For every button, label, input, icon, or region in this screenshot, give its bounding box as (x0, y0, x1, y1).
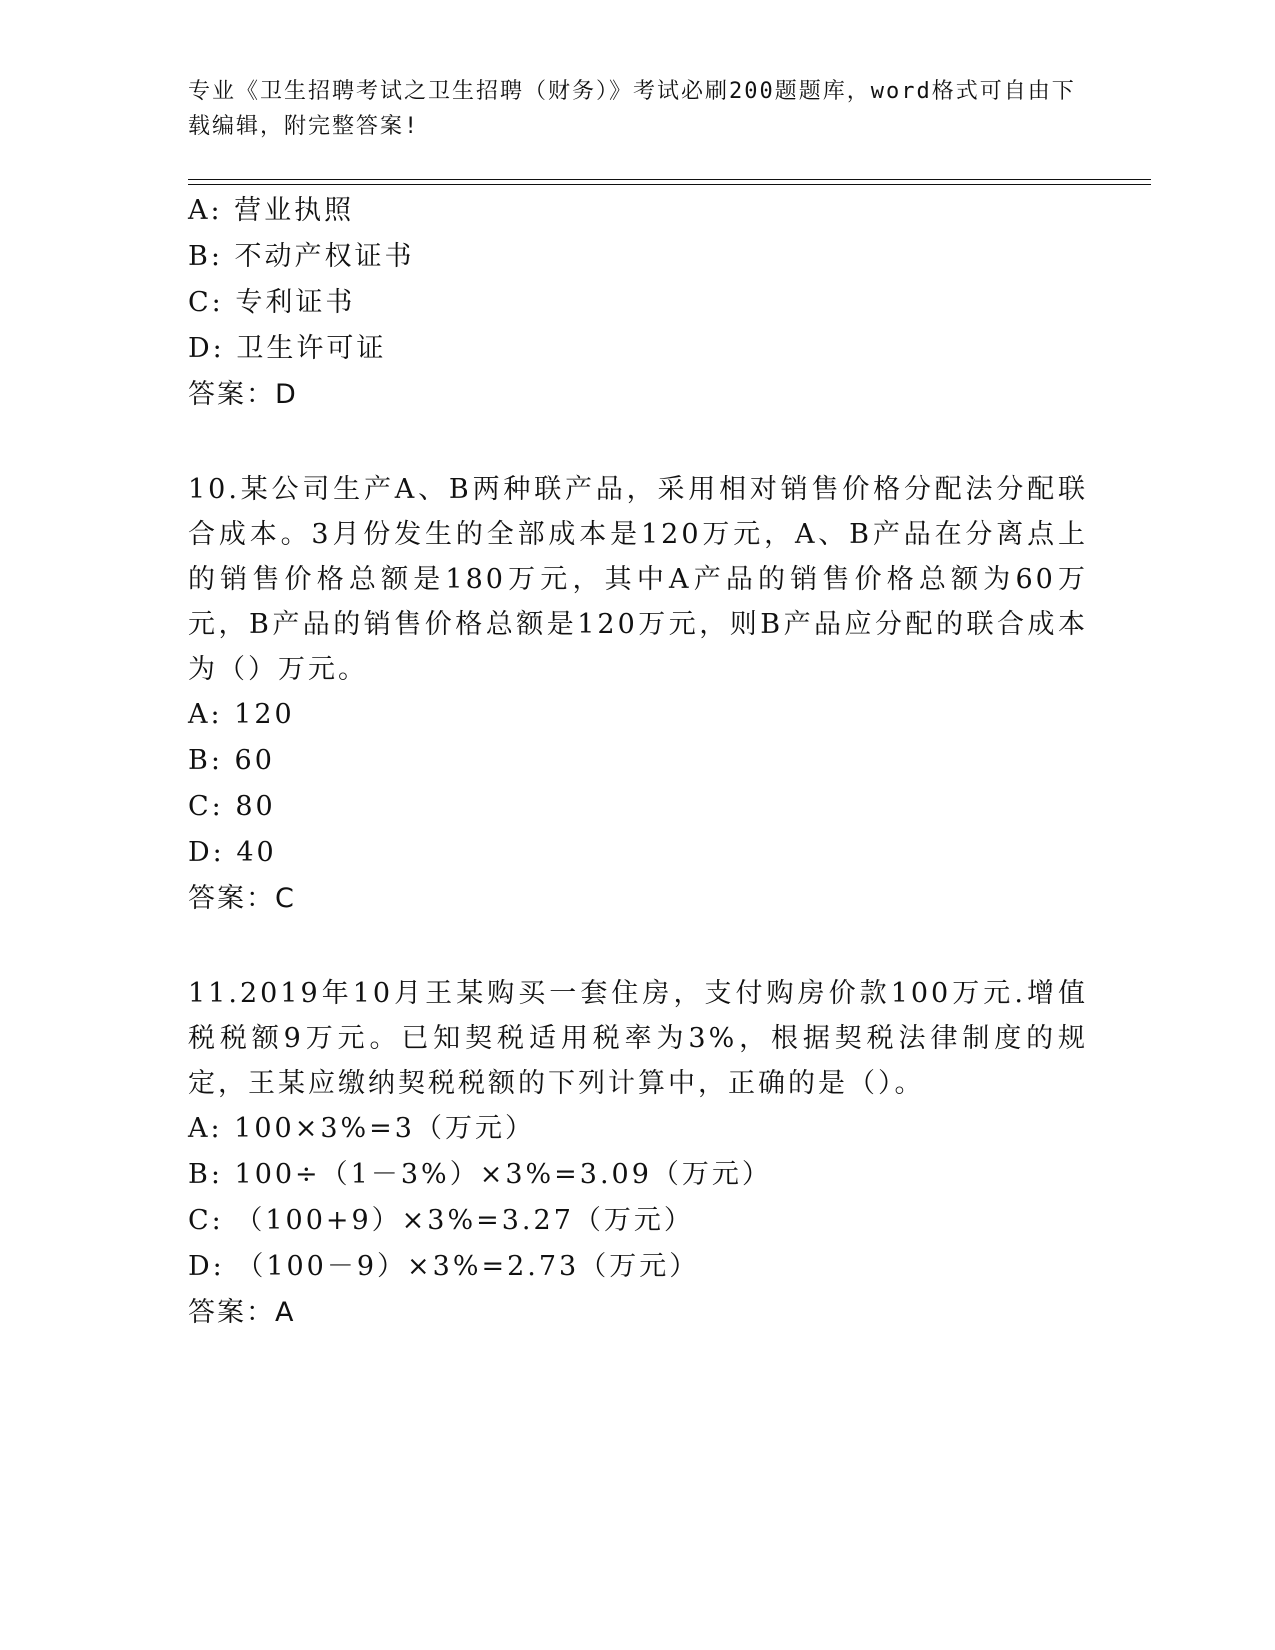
question-9-block (188, 188, 1088, 418)
question-10-block (188, 467, 1088, 922)
header-divider-top (188, 179, 1151, 180)
option-d: D: （100－9）×3%=2.73（万元） (188, 1251, 700, 1282)
header-divider-bottom (188, 184, 1151, 185)
question-11-block (188, 971, 1088, 1336)
option-c: C: 80 (188, 791, 276, 822)
question-text: 11.2019年10月王某购买一套住房，支付购房价款100万元.增值税税额9万元。已知契税适用税率为3%，根据契税法律制度的规定，王某应缴纳契税税额的下列计算中，正确的是（）。 (188, 978, 1088, 1099)
option-b: B: 60 (188, 745, 275, 776)
option-a: A: 120 (188, 699, 295, 730)
answer-line: 答案：D (188, 379, 298, 410)
option-d: D: 卫生许可证 (188, 333, 387, 364)
answer-line: 答案：A (188, 1297, 296, 1328)
option-a: A: 100×3%=3（万元） (188, 1113, 535, 1144)
option-b: B: 不动产权证书 (188, 241, 415, 272)
option-b: B: 100÷（1－3%）×3%=3.09（万元） (188, 1159, 772, 1190)
answer-line: 答案：C (188, 883, 296, 914)
question-content (188, 188, 1088, 1336)
option-c: C: 专利证书 (188, 287, 356, 318)
option-a: A: 营业执照 (188, 195, 355, 226)
question-text: 10.某公司生产A、B两种联产品，采用相对销售价格分配法分配联合成本。3月份发生的全部成本是120万元，A、B产品在分离点上的销售价格总额是180万元，其中A产品的销售价格总额为60万元，B产品的销售价格总额是120万元，则B产品应分配的联合成本为（）万元。 (188, 474, 1088, 685)
option-d: D: 40 (188, 837, 277, 868)
document-header: 专业《卫生招聘考试之卫生招聘（财务）》考试必刷200题题库，word格式可自由下载编辑，附完整答案! (188, 79, 1076, 139)
option-c: C: （100+9）×3%=3.27（万元） (188, 1205, 694, 1236)
